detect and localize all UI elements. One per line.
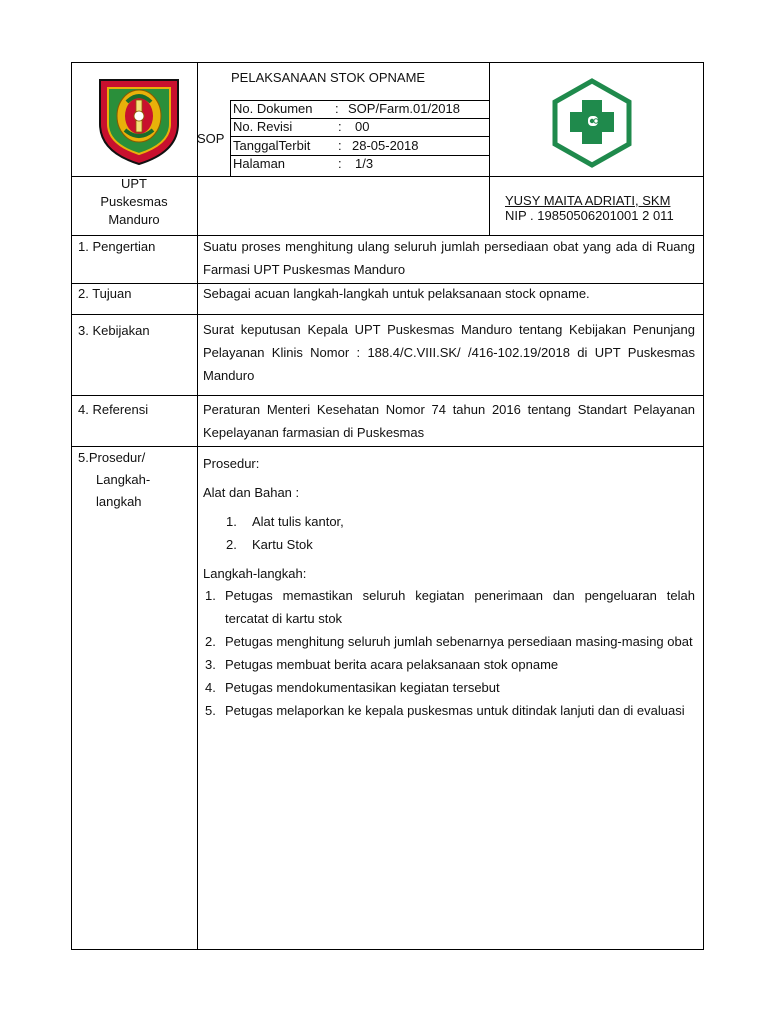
column-divider-right bbox=[489, 62, 490, 235]
section-label-tujuan: 2. Tujuan bbox=[78, 286, 132, 301]
column-divider-left bbox=[197, 62, 198, 950]
row-divider-referensi bbox=[71, 446, 704, 447]
meta-border-left bbox=[230, 100, 231, 176]
tool-number: 1. bbox=[226, 514, 237, 529]
section-text-pengertian: Suatu proses menghitung ulang seluruh jumlah persediaan obat yang ada di Ruang Farmasi UPT Puskesmas Manduro bbox=[203, 239, 695, 277]
tools-heading: Alat dan Bahan : bbox=[203, 485, 300, 500]
sop-label: SOP bbox=[197, 131, 225, 146]
meta-separator: : bbox=[338, 156, 342, 171]
puskesmas-cross-icon bbox=[550, 78, 634, 168]
document-title: PELAKSANAAN STOK OPNAME bbox=[231, 70, 426, 85]
org-line: UPT bbox=[121, 176, 147, 191]
meta-label: Halaman bbox=[233, 156, 286, 171]
meta-label: No. Dokumen bbox=[233, 101, 313, 116]
prosedur-label-line: langkah bbox=[96, 494, 142, 509]
meta-label: No. Revisi bbox=[233, 119, 293, 134]
list-item bbox=[205, 676, 695, 699]
row-divider-tujuan bbox=[71, 314, 704, 315]
meta-separator: : bbox=[338, 138, 342, 153]
meta-row-divider bbox=[230, 136, 490, 137]
step-number: 2. bbox=[205, 634, 216, 649]
table-border-bottom bbox=[71, 949, 704, 950]
meta-separator: : bbox=[335, 101, 339, 116]
steps-heading: Langkah-langkah: bbox=[203, 566, 307, 581]
meta-value: 00 bbox=[355, 119, 370, 134]
step-text: Petugas memastikan seluruh kegiatan penerimaan dan pengeluaran telah tercatat di kartu stok bbox=[225, 588, 695, 626]
regency-emblem-icon bbox=[94, 72, 184, 168]
meta-value: SOP/Farm.01/2018 bbox=[348, 101, 460, 116]
step-number: 5. bbox=[205, 703, 216, 718]
meta-value: 1/3 bbox=[355, 156, 374, 171]
list-item bbox=[205, 630, 695, 653]
table-border-right bbox=[703, 62, 704, 950]
prosedur-label-line: Langkah- bbox=[96, 472, 151, 487]
list-item bbox=[205, 584, 695, 630]
meta-separator: : bbox=[338, 119, 342, 134]
step-number: 4. bbox=[205, 680, 216, 695]
section-label-referensi: 4. Referensi bbox=[78, 402, 149, 417]
row-divider-kebijakan bbox=[71, 395, 704, 396]
list-item bbox=[205, 653, 695, 676]
section-text-tujuan: Sebagai acuan langkah-langkah untuk pelaksanaan stock opname. bbox=[203, 286, 590, 301]
org-line: Puskesmas bbox=[100, 194, 168, 209]
tool-text: Kartu Stok bbox=[252, 537, 313, 552]
meta-label: TanggalTerbit bbox=[233, 138, 311, 153]
org-line: Manduro bbox=[108, 212, 160, 227]
step-text: Petugas menghitung seluruh jumlah sebenarnya persediaan masing-masing obat bbox=[225, 634, 693, 649]
signer-nip: NIP . 19850506201001 2 011 bbox=[505, 208, 674, 223]
section-text-referensi: Peraturan Menteri Kesehatan Nomor 74 tahun 2016 tentang Standart Pelayanan Kepelayanan farmasian di Puskesmas bbox=[203, 402, 695, 440]
signer-name: YUSY MAITA ADRIATI, SKM bbox=[505, 193, 671, 208]
prosedur-heading: Prosedur: bbox=[203, 456, 260, 471]
step-text: Petugas mendokumentasikan kegiatan tersebut bbox=[225, 680, 500, 695]
steps-list bbox=[205, 584, 695, 722]
list-item bbox=[205, 699, 695, 722]
prosedur-label-line: 5.Prosedur/ bbox=[78, 450, 146, 465]
step-number: 1. bbox=[205, 588, 216, 603]
step-text: Petugas melaporkan ke kepala puskesmas untuk ditindak lanjuti dan di evaluasi bbox=[225, 703, 685, 718]
section-label-pengertian: 1. Pengertian bbox=[78, 239, 156, 254]
meta-value: 28-05-2018 bbox=[352, 138, 419, 153]
section-label-kebijakan: 3. Kebijakan bbox=[78, 323, 150, 338]
step-number: 3. bbox=[205, 657, 216, 672]
tool-number: 2. bbox=[226, 537, 237, 552]
step-text: Petugas membuat berita acara pelaksanaan stok opname bbox=[225, 657, 559, 672]
tool-text: Alat tulis kantor, bbox=[252, 514, 344, 529]
table-border-top bbox=[71, 62, 704, 63]
section-text-kebijakan: Surat keputusan Kepala UPT Puskesmas Manduro tentang Kebijakan Penunjang Pelayanan Klinis Nomor : 188.4/C.VIII.SK/ /416-102.19/2018 di UPT Puskesmas Manduro bbox=[203, 322, 695, 383]
